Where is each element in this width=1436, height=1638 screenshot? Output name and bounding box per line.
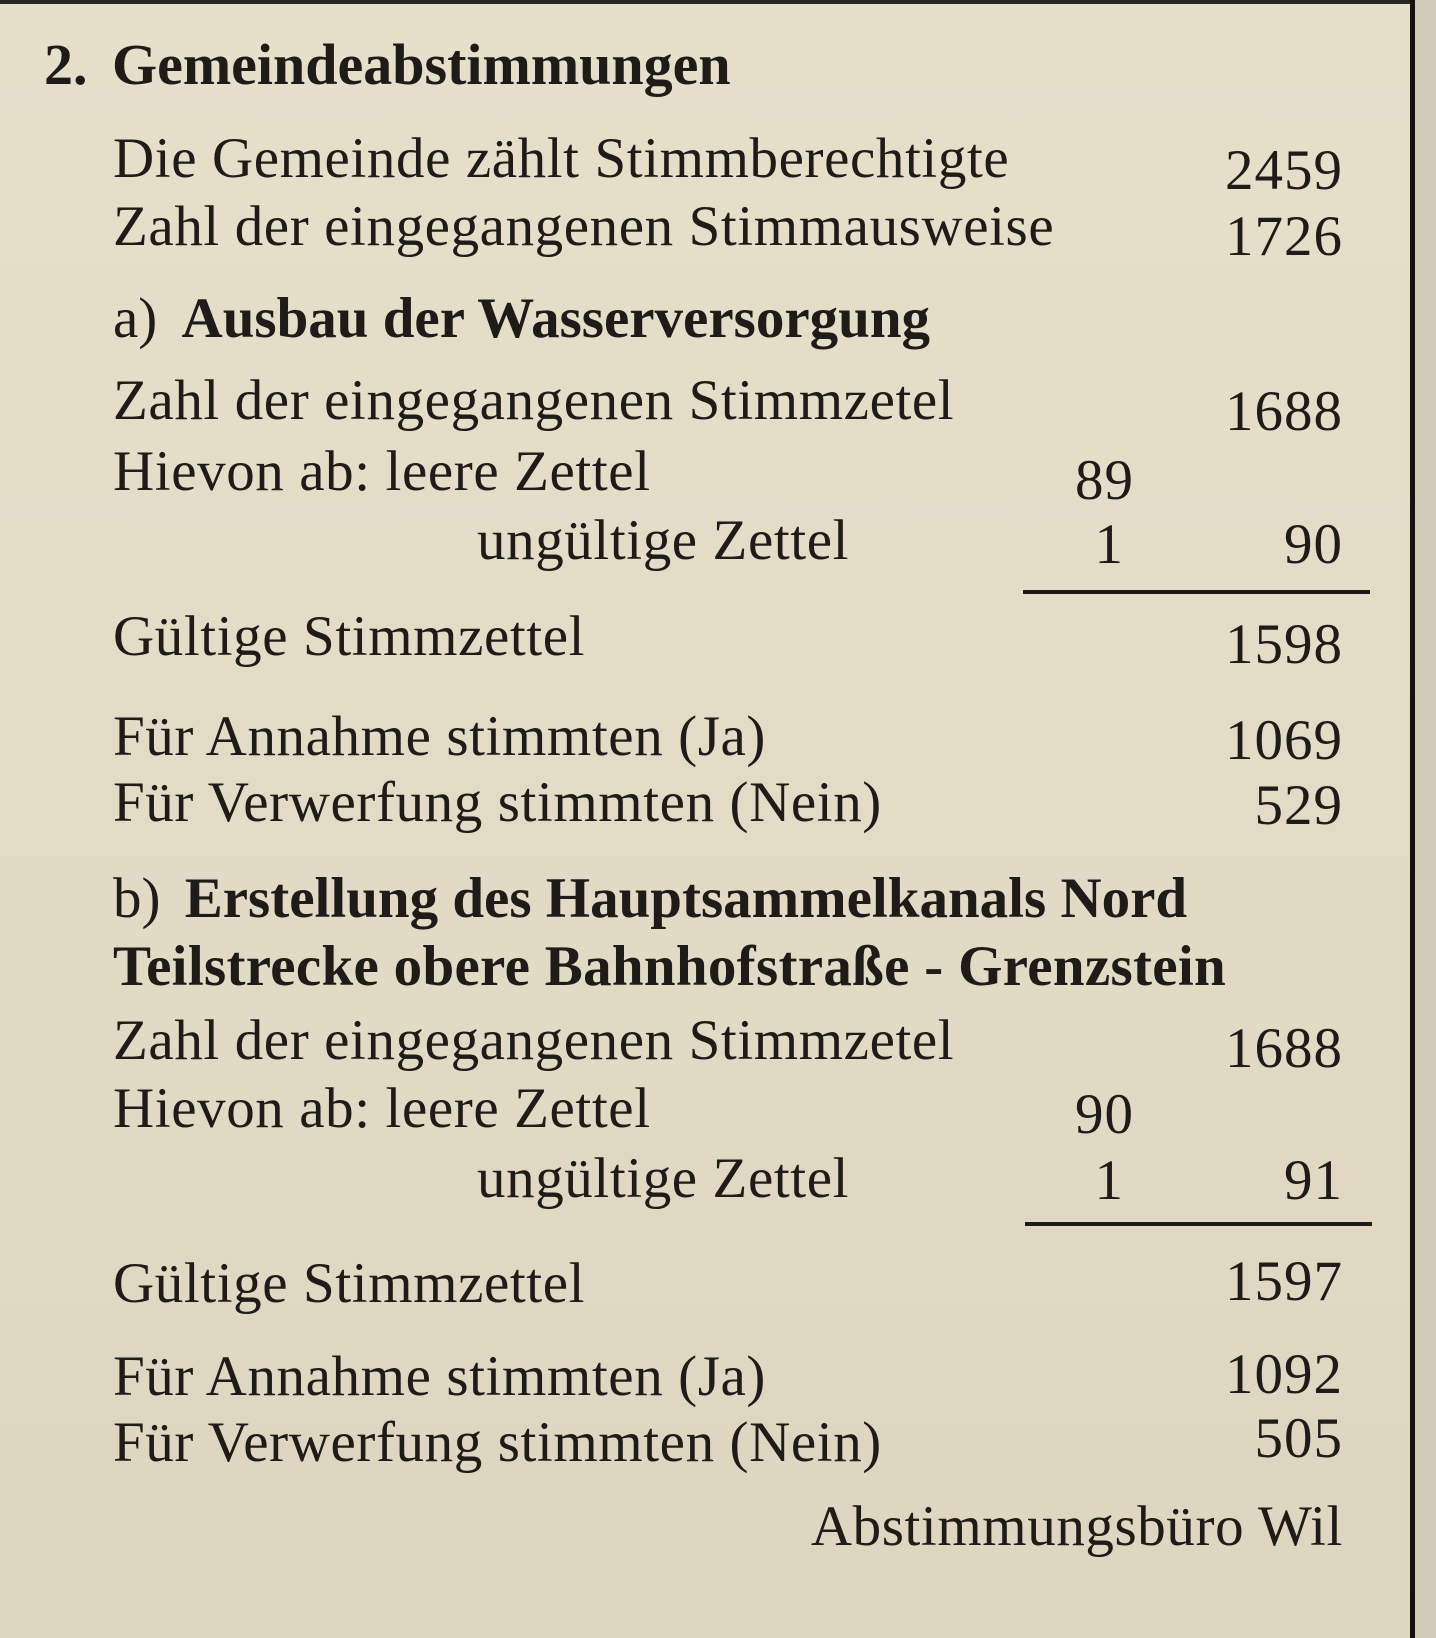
adjacent-column-edge: [1415, 0, 1436, 1638]
vote-a-deducted-value: 90: [1284, 513, 1343, 576]
vote-a-valid-label: Gültige Stimmzettel: [113, 605, 586, 668]
vote-a-no-value: 529: [1254, 774, 1343, 837]
vote-b-no-label: Für Verwerfung stimmten (Nein): [113, 1411, 882, 1474]
vote-b-prefix: b): [113, 867, 161, 930]
vote-b-blank-label: Hievon ab: leere Zettel: [113, 1077, 651, 1140]
vote-b-title-line2: Teilstrecke obere Bahnhofstraße - Grenzstein: [113, 935, 1227, 998]
received-ids-value: 1726: [1225, 205, 1343, 268]
signature: Abstimmungsbüro Wil: [810, 1495, 1343, 1558]
vote-a-title: Ausbau der Wasserversorgung: [181, 287, 931, 350]
vote-b-title-line1: Erstellung des Hauptsammelkanals Nord: [184, 867, 1188, 930]
vote-b-invalid-label: ungültige Zettel: [477, 1147, 850, 1210]
section-heading: [44, 32, 731, 97]
vote-a-valid-value: 1598: [1225, 613, 1343, 676]
vote-a-heading: [113, 287, 931, 350]
vote-b-yes-value: 1092: [1225, 1343, 1343, 1406]
vote-a-no-label: Für Verwerfung stimmten (Nein): [113, 771, 882, 834]
vote-b-no-value: 505: [1254, 1407, 1343, 1470]
section-number: 2.: [44, 32, 88, 97]
vote-b-blank-value: 90: [1075, 1083, 1134, 1146]
vote-b-heading: [113, 867, 1188, 930]
vote-a-invalid-label: ungültige Zettel: [477, 509, 850, 572]
vote-a-blank-label: Hievon ab: leere Zettel: [113, 440, 651, 503]
vote-a-invalid-value: 1: [1094, 513, 1124, 576]
eligible-voters-label: Die Gemeinde zählt Stimmberechtigte: [113, 127, 1010, 190]
vote-a-blank-value: 89: [1075, 449, 1134, 512]
vote-b-received-label: Zahl der eingegangenen Stimmzetel: [113, 1009, 955, 1072]
vote-a-yes-label: Für Annahme stimmten (Ja): [113, 705, 766, 768]
vote-a-sum-rule: [1023, 590, 1370, 594]
section-title: Gemeindeabstimmungen: [112, 32, 731, 97]
vote-b-received-value: 1688: [1225, 1017, 1343, 1080]
eligible-voters-value: 2459: [1225, 139, 1343, 202]
vote-b-invalid-value: 1: [1094, 1149, 1124, 1212]
vote-b-sum-rule: [1025, 1222, 1372, 1226]
vote-b-deducted-value: 91: [1284, 1149, 1343, 1212]
vote-b-valid-label: Gültige Stimmzettel: [113, 1252, 586, 1315]
vote-b-yes-label: Für Annahme stimmten (Ja): [113, 1345, 766, 1408]
top-border-rule: [0, 0, 1410, 4]
vote-a-yes-value: 1069: [1225, 709, 1343, 772]
received-ids-label: Zahl der eingegangenen Stimmausweise: [113, 195, 1055, 258]
vote-a-received-label: Zahl der eingegangenen Stimmzetel: [113, 369, 955, 432]
vote-a-prefix: a): [113, 287, 158, 350]
vote-b-valid-value: 1597: [1225, 1250, 1343, 1313]
vote-a-received-value: 1688: [1225, 380, 1343, 443]
